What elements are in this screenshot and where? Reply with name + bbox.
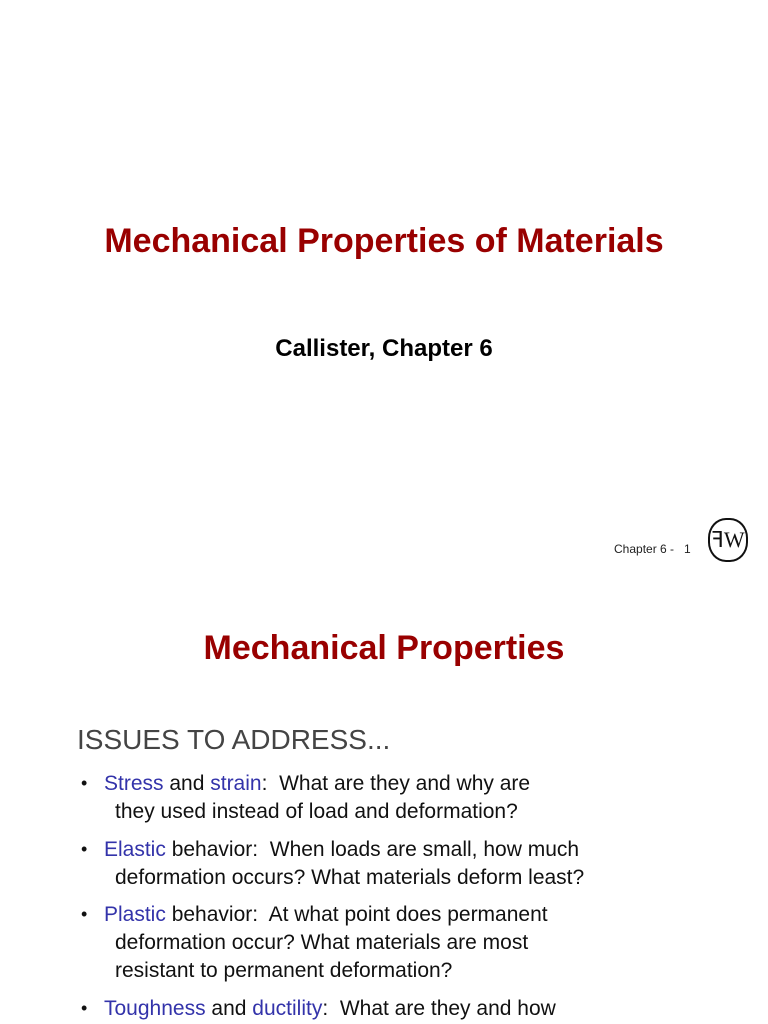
bullet-icon: • bbox=[81, 773, 88, 793]
slide2-title: Mechanical Properties bbox=[203, 629, 565, 667]
text: behavior: When loads are small, how much bbox=[165, 838, 580, 861]
bullet-continuation: they used instead of load and deformation? bbox=[115, 800, 518, 823]
bullet-line bbox=[104, 772, 530, 796]
bullet-line bbox=[104, 838, 579, 862]
text: behavior: At what point does permanent bbox=[165, 903, 548, 926]
keyword: Toughness bbox=[104, 997, 206, 1020]
keyword: Stress bbox=[104, 772, 164, 795]
keyword: strain bbox=[210, 772, 262, 795]
slide-footer: Chapter 6 - 1 bbox=[614, 542, 691, 556]
bullet-icon: • bbox=[81, 839, 88, 859]
slide1-title: Mechanical Properties of Materials bbox=[104, 222, 664, 260]
issues-heading: ISSUES TO ADDRESS... bbox=[77, 724, 391, 755]
text: and bbox=[205, 997, 253, 1020]
keyword: ductility bbox=[252, 997, 323, 1020]
keyword: Plastic bbox=[104, 903, 166, 926]
bullet-continuation: deformation occur? What materials are most bbox=[115, 931, 529, 954]
bullet-line bbox=[104, 997, 556, 1021]
bullet-line bbox=[104, 903, 548, 927]
bullet-continuation: deformation occurs? What materials deform least? bbox=[115, 866, 585, 889]
text: and bbox=[163, 772, 211, 795]
publisher-logo-icon: ꟻW bbox=[708, 518, 748, 562]
text: : What are they and why are bbox=[261, 772, 531, 795]
keyword: Elastic bbox=[104, 838, 166, 861]
bullet-icon: • bbox=[81, 998, 88, 1018]
text: : What are they and how bbox=[322, 997, 556, 1020]
bullet-continuation: resistant to permanent deformation? bbox=[115, 959, 453, 982]
slide1-subtitle: Callister, Chapter 6 bbox=[275, 335, 493, 362]
bullet-icon: • bbox=[81, 904, 88, 924]
